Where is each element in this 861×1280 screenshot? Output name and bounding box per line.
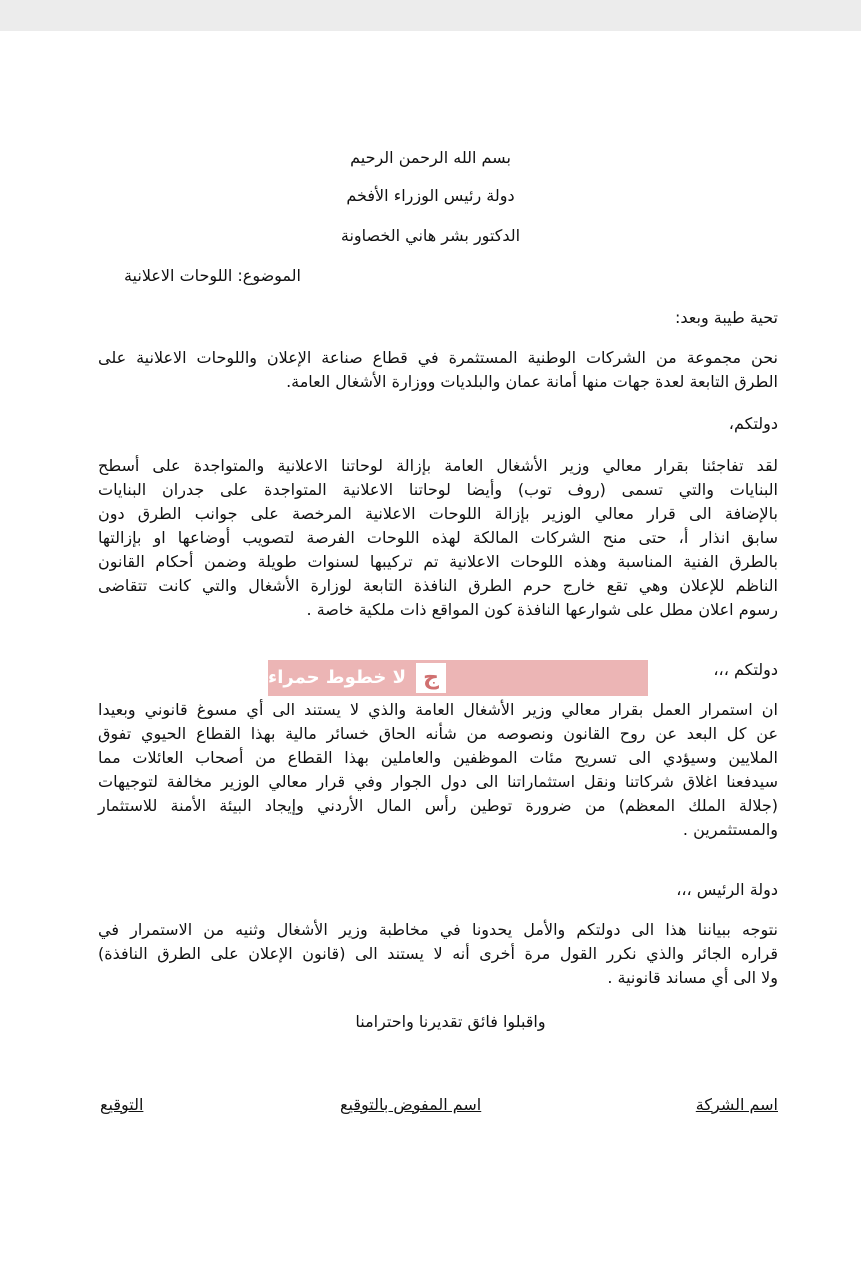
- paragraph-2: [98, 454, 778, 622]
- paragraph-line: ان استمرار العمل بقرار معالي وزير الأشغال العامة والذي لا يستند الى أي مسوغ قانوني وبعيدا: [98, 700, 778, 719]
- company-name-label: اسم الشركة: [695, 1095, 778, 1114]
- paragraph-line: البنايات والتي تسمى (روف توب) وأيضا لوحاتنا الاعلانية المتواجدة على جدران البنايات: [98, 480, 778, 499]
- paragraph-line: ولا الى أي مساند قانونية .: [607, 968, 778, 987]
- paragraph-line: الملايين وسيؤدي الى تسريح مئات الموظفين والعاملين بهذا القطاع من أصحاب العائلات مما: [98, 748, 778, 767]
- greeting: تحية طيبة وبعد:: [674, 308, 778, 327]
- paragraph-line: رسوم اعلان مطل على شوارعها النافذة كون المواقع ذات ملكية خاصة .: [306, 600, 778, 619]
- salutation-1: دولتكم،: [728, 414, 778, 433]
- paragraph-4: [98, 918, 778, 990]
- watermark-text: لا خطوط حمراء: [268, 667, 407, 688]
- paragraph-line: نتوجه ببياننا هذا الى دولتكم والأمل يحدونا في مخاطبة وزير الأشغال وثنيه من الاستمرار في: [98, 920, 778, 939]
- top-bar: [0, 0, 861, 31]
- paragraph-line: بالإضافة الى قرار معالي الوزير بإزالة اللوحات الاعلانية المرخصة على جوانب الطرق دون: [98, 504, 778, 523]
- paragraph-line: الطرق التابعة لعدة جهات منها أمانة عمان والبلديات ووزارة الأشغال العامة.: [286, 372, 778, 391]
- watermark-logo-icon: ج: [416, 663, 446, 693]
- paragraph-line: قراره الجائر والذي نكرر القول مرة أخرى أنه لا يستند الى (قانون الإعلان على الطرق النافذة): [98, 944, 778, 963]
- subject-line: الموضوع: اللوحات الاعلانية: [123, 266, 301, 285]
- closing: واقبلوا فائق تقديرنا واحترامنا: [355, 1012, 546, 1031]
- paragraph-line: سابق انذار أ، حتى منح الشركات المالكة لهذه اللوحات الفرصة لتصويب أوضاعها او بإزالتها: [98, 528, 778, 547]
- paragraph-line: الناظم للإعلان وهي تقع خارج حرم الطرق النافذة التابعة لوزارة الأشغال والتي كانت تتقاضى: [98, 576, 778, 595]
- paragraph-line: نحن مجموعة من الشركات الوطنية المستثمرة في قطاع صناعة الإعلان واللوحات الاعلانية على: [98, 348, 778, 367]
- watermark: [268, 660, 648, 696]
- paragraph-line: لقد تفاجئنا بقرار معالي وزير الأشغال العامة بإزالة لوحاتنا الاعلانية والمتواجدة على أسطح: [98, 456, 778, 475]
- signature-label: التوقيع: [100, 1095, 144, 1114]
- addressee-name: الدكتور بشر هاني الخصاونة: [340, 226, 521, 245]
- paragraph-line: سيدفعنا اغلاق شركاتنا ونقل استثماراتنا الى دول الجوار وفي قرار معالي الوزير مخالفة لتوجيهات: [98, 772, 778, 791]
- paragraph-line: بالطرق الفنية المناسبة وهذه اللوحات الاعلانية تم تركيبها لسنوات طويلة وضمن أحكام القانون: [98, 552, 778, 571]
- salutation-3: دولة الرئيس ،،،: [676, 880, 778, 899]
- paragraph-line: (جلالة الملك المعظم) من ضرورة توطين رأس المال الأردني وإيجاد البيئة الأمنة للاستثمار: [98, 796, 778, 815]
- salutation-2: دولتكم ،،،: [713, 660, 778, 679]
- addressee-title: دولة رئيس الوزراء الأفخم: [346, 186, 515, 205]
- paragraph-3: [98, 698, 778, 842]
- basmala: بسم الله الرحمن الرحيم: [350, 148, 511, 167]
- authorized-signatory-label: اسم المفوض بالتوقيع: [340, 1095, 482, 1114]
- paragraph-1: [98, 346, 778, 394]
- paragraph-line: عن كل البعد عن روح القانون ونصوصه من شأنه الحاق خسائر مالية بهذا القطاع الحيوي تفوق: [98, 724, 778, 743]
- paragraph-line: والمستثمرين .: [682, 820, 778, 839]
